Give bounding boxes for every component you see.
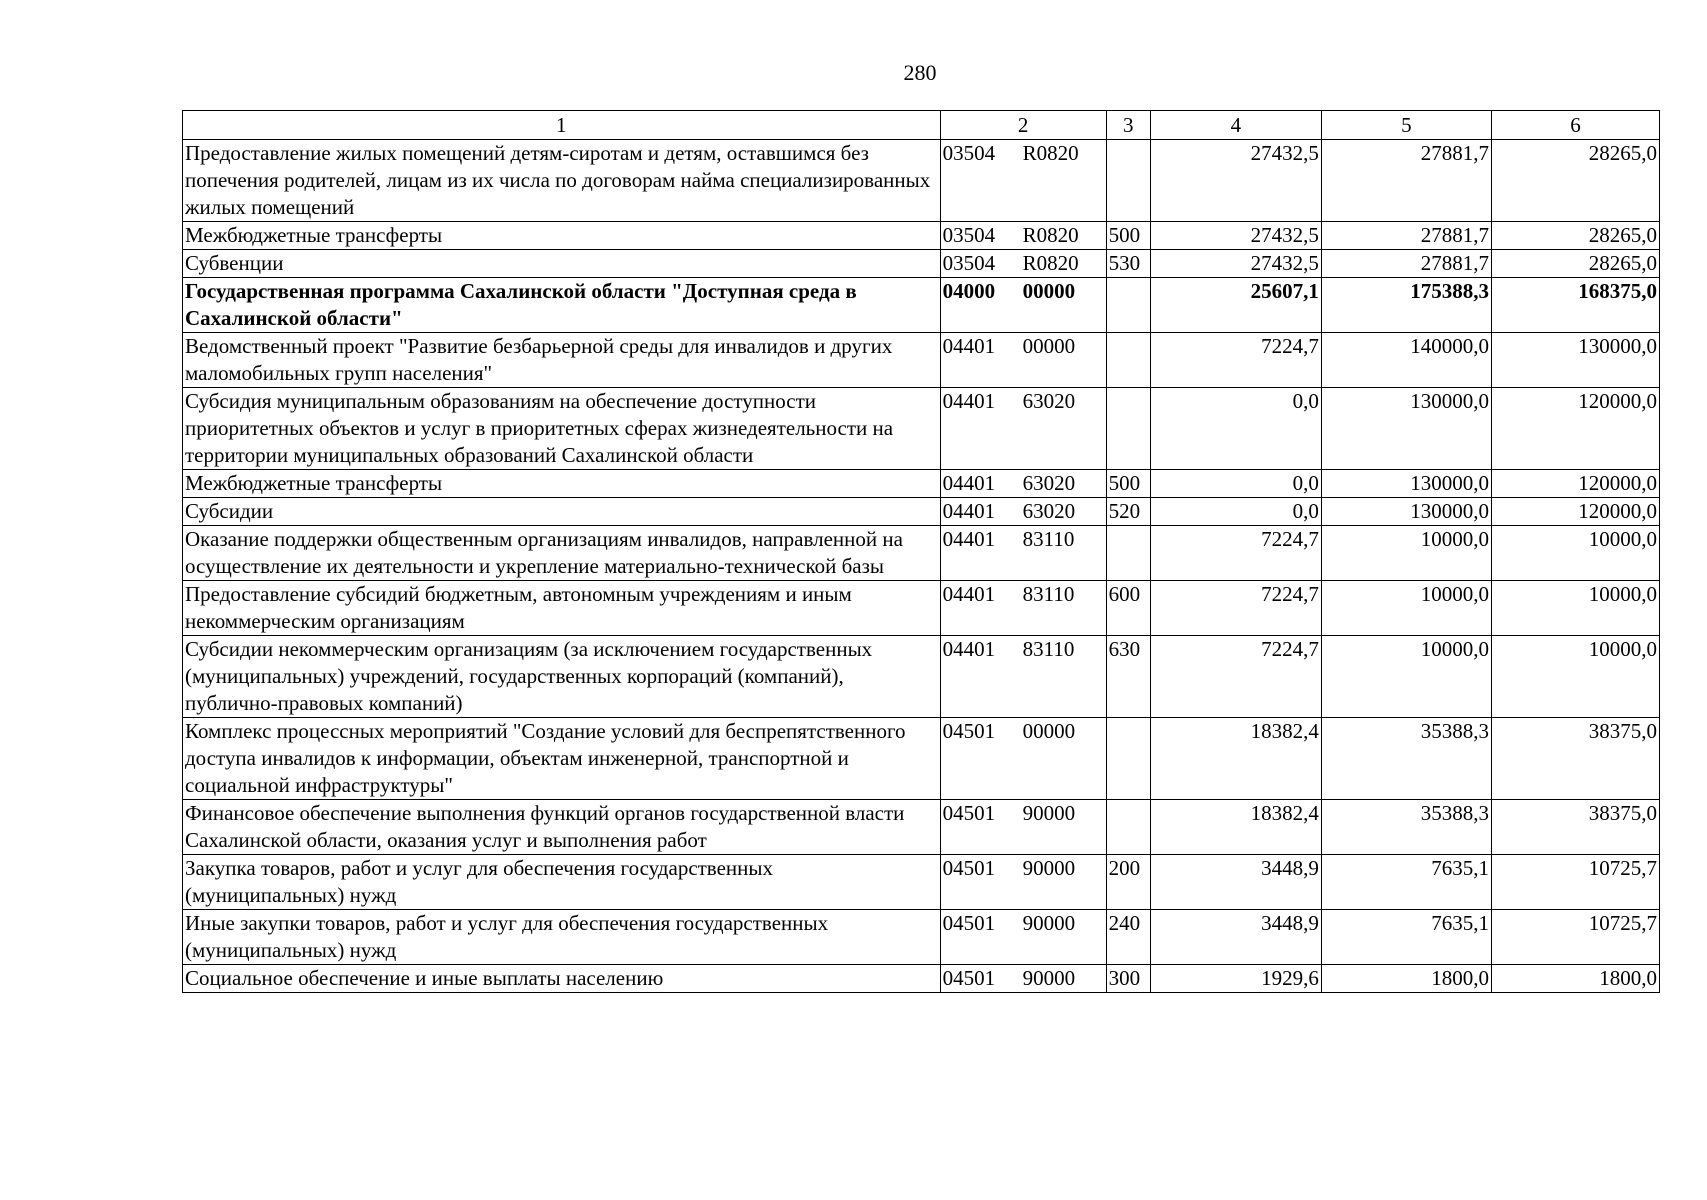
row-value-col6: 10000,0 [1491,526,1659,581]
row-value-col4: 18382,4 [1150,718,1321,800]
row-value-col6: 120000,0 [1491,470,1659,498]
csr-program-code: 04501 [942,966,996,990]
row-vr-code [1106,718,1150,800]
csr-program-code: 04401 [942,527,996,551]
csr-direction-code: 63020 [1022,471,1076,495]
row-csr-code [940,800,1106,855]
row-value-col4: 7224,7 [1150,333,1321,388]
row-value-col4: 27432,5 [1150,250,1321,278]
row-vr-code [1106,526,1150,581]
row-vr-code [1106,140,1150,222]
row-name: Субсидии [183,498,941,526]
table-row [183,498,1660,526]
csr-program-code: 04501 [942,719,996,743]
csr-direction-code: 00000 [1022,719,1076,743]
csr-direction-code: 90000 [1022,801,1076,825]
row-value-col4: 0,0 [1150,388,1321,470]
csr-direction-code: R0820 [1022,251,1079,275]
row-name: Финансовое обеспечение выполнения функций органов государственной власти Сахалинской области, оказания услуг и выполнения работ [183,800,941,855]
row-vr-code: 200 [1106,855,1150,910]
row-vr-code: 520 [1106,498,1150,526]
row-value-col4: 25607,1 [1150,278,1321,333]
row-value-col5: 35388,3 [1321,800,1491,855]
row-value-col5: 35388,3 [1321,718,1491,800]
row-csr-code [940,498,1106,526]
row-csr-code [940,910,1106,965]
row-value-col6: 38375,0 [1491,718,1659,800]
row-value-col4: 27432,5 [1150,222,1321,250]
row-value-col6: 120000,0 [1491,498,1659,526]
row-value-col5: 27881,7 [1321,140,1491,222]
row-value-col6: 10725,7 [1491,910,1659,965]
csr-direction-code: 90000 [1022,966,1076,990]
row-vr-code [1106,388,1150,470]
column-header: 1 [183,111,941,140]
row-value-col6: 120000,0 [1491,388,1659,470]
row-value-col6: 10725,7 [1491,855,1659,910]
row-value-col6: 130000,0 [1491,333,1659,388]
row-vr-code: 630 [1106,636,1150,718]
column-header: 5 [1321,111,1491,140]
row-vr-code: 530 [1106,250,1150,278]
row-value-col5: 10000,0 [1321,581,1491,636]
row-name: Ведомственный проект "Развитие безбарьерной среды для инвалидов и других маломобильных групп населения" [183,333,941,388]
row-value-col4: 1929,6 [1150,965,1321,993]
row-csr-code [940,250,1106,278]
row-value-col5: 130000,0 [1321,470,1491,498]
row-value-col6: 1800,0 [1491,965,1659,993]
csr-program-code: 04401 [942,389,996,413]
csr-program-code: 04401 [942,471,996,495]
table-row [183,526,1660,581]
row-value-col5: 7635,1 [1321,855,1491,910]
table-row [183,718,1660,800]
row-value-col4: 3448,9 [1150,910,1321,965]
row-value-col4: 7224,7 [1150,526,1321,581]
row-value-col5: 130000,0 [1321,388,1491,470]
csr-program-code: 04000 [942,279,996,303]
csr-direction-code: 83110 [1022,637,1075,661]
row-csr-code [940,718,1106,800]
csr-program-code: 04401 [942,637,996,661]
column-header: 3 [1106,111,1150,140]
csr-program-code: 03504 [942,141,996,165]
csr-direction-code: 63020 [1022,389,1076,413]
row-csr-code [940,388,1106,470]
table-row [183,910,1660,965]
row-value-col5: 130000,0 [1321,498,1491,526]
row-csr-code [940,333,1106,388]
row-value-col4: 3448,9 [1150,855,1321,910]
csr-program-code: 04501 [942,856,996,880]
table-row [183,581,1660,636]
csr-direction-code: R0820 [1022,141,1079,165]
csr-direction-code: 00000 [1022,279,1076,303]
row-csr-code [940,470,1106,498]
csr-direction-code: 90000 [1022,856,1076,880]
csr-direction-code: 63020 [1022,499,1076,523]
row-vr-code: 500 [1106,470,1150,498]
row-value-col5: 175388,3 [1321,278,1491,333]
row-name: Комплекс процессных мероприятий "Создание условий для беспрепятственного доступа инвалидов к информации, объектам инженерной, транспортной и социальной инфраструктуры" [183,718,941,800]
row-vr-code: 240 [1106,910,1150,965]
table-row [183,965,1660,993]
row-csr-code [940,581,1106,636]
table-row [183,250,1660,278]
row-value-col5: 1800,0 [1321,965,1491,993]
row-name: Государственная программа Сахалинской области "Доступная среда в Сахалинской области" [183,278,941,333]
row-csr-code [940,855,1106,910]
table-row [183,222,1660,250]
row-value-col6: 28265,0 [1491,222,1659,250]
budget-table [182,110,1660,993]
row-vr-code [1106,800,1150,855]
row-value-col5: 7635,1 [1321,910,1491,965]
row-value-col5: 27881,7 [1321,222,1491,250]
row-value-col4: 0,0 [1150,470,1321,498]
table-row [183,855,1660,910]
table-row [183,800,1660,855]
csr-direction-code: 90000 [1022,911,1076,935]
row-name: Субсидии некоммерческим организациям (за исключением государственных (муниципальных) учреждений, государственных корпораций (компаний), публично-правовых компаний) [183,636,941,718]
column-header: 2 [940,111,1106,140]
csr-program-code: 04501 [942,911,996,935]
page-number: 280 [903,60,937,85]
row-value-col6: 168375,0 [1491,278,1659,333]
csr-direction-code: R0820 [1022,223,1079,247]
column-header: 4 [1150,111,1321,140]
row-value-col6: 10000,0 [1491,636,1659,718]
row-name: Субвенции [183,250,941,278]
row-vr-code: 300 [1106,965,1150,993]
row-value-col4: 18382,4 [1150,800,1321,855]
row-value-col4: 7224,7 [1150,636,1321,718]
table-header-row [183,111,1660,140]
row-csr-code [940,222,1106,250]
csr-program-code: 03504 [942,251,996,275]
row-name: Субсидия муниципальным образованиям на обеспечение доступности приоритетных объектов и услуг в приоритетных сферах жизнедеятельности на территории муниципальных образований Сахалинской области [183,388,941,470]
csr-program-code: 04501 [942,801,996,825]
row-vr-code: 600 [1106,581,1150,636]
table-row [183,278,1660,333]
row-csr-code [940,140,1106,222]
row-name: Предоставление жилых помещений детям-сиротам и детям, оставшимся без попечения родителей, лицам из их числа по договорам найма специализированных жилых помещений [183,140,941,222]
row-name: Социальное обеспечение и иные выплаты населению [183,965,941,993]
row-value-col5: 27881,7 [1321,250,1491,278]
row-vr-code [1106,278,1150,333]
csr-direction-code: 83110 [1022,582,1075,606]
csr-program-code: 04401 [942,334,996,358]
row-vr-code: 500 [1106,222,1150,250]
table-row [183,333,1660,388]
row-name: Межбюджетные трансферты [183,470,941,498]
row-name: Оказание поддержки общественным организациям инвалидов, направленной на осуществление их деятельности и укрепление материально-технической базы [183,526,941,581]
csr-program-code: 04401 [942,582,996,606]
column-header: 6 [1491,111,1659,140]
row-name: Иные закупки товаров, работ и услуг для обеспечения государственных (муниципальных) нужд [183,910,941,965]
row-value-col4: 7224,7 [1150,581,1321,636]
row-value-col6: 28265,0 [1491,140,1659,222]
row-value-col4: 27432,5 [1150,140,1321,222]
row-vr-code [1106,333,1150,388]
row-value-col6: 28265,0 [1491,250,1659,278]
row-csr-code [940,965,1106,993]
row-name: Предоставление субсидий бюджетным, автономным учреждениям и иным некоммерческим организациям [183,581,941,636]
csr-program-code: 03504 [942,223,996,247]
row-csr-code [940,526,1106,581]
csr-direction-code: 00000 [1022,334,1076,358]
table-row [183,388,1660,470]
row-value-col5: 10000,0 [1321,526,1491,581]
table-row [183,140,1660,222]
row-csr-code [940,278,1106,333]
csr-direction-code: 83110 [1022,527,1075,551]
row-value-col6: 10000,0 [1491,581,1659,636]
row-value-col5: 10000,0 [1321,636,1491,718]
table-row [183,636,1660,718]
table-row [183,470,1660,498]
row-name: Закупка товаров, работ и услуг для обеспечения государственных (муниципальных) нужд [183,855,941,910]
row-value-col6: 38375,0 [1491,800,1659,855]
row-csr-code [940,636,1106,718]
csr-program-code: 04401 [942,499,996,523]
row-name: Межбюджетные трансферты [183,222,941,250]
row-value-col4: 0,0 [1150,498,1321,526]
row-value-col5: 140000,0 [1321,333,1491,388]
